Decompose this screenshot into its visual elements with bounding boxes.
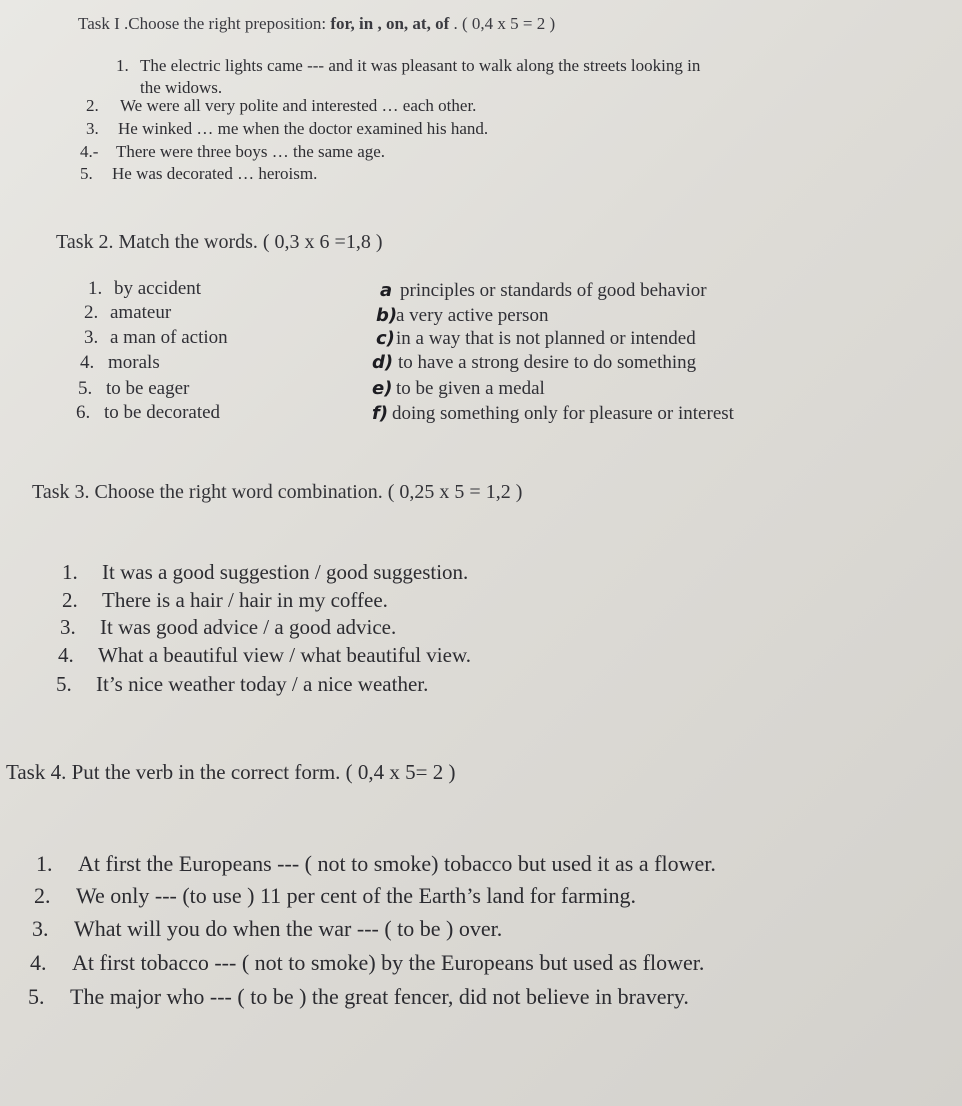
item-number: 4.- [80, 142, 99, 161]
task2-right-b [376, 305, 548, 327]
task3-item-5 [56, 672, 428, 697]
item-text: There is a hair / hair in my coffee. [102, 588, 388, 612]
task1-item-4 [80, 142, 385, 162]
handwritten-letter-mark: a [380, 280, 393, 301]
item-number: 1. [116, 56, 129, 75]
item-text: We only --- (to use ) 11 per cent of the Earth’s land for farming. [76, 883, 637, 908]
item-text: in a way that is not planned or intended [396, 328, 696, 349]
handwritten-letter-mark: d) [372, 352, 394, 373]
item-text: a very active person [396, 305, 549, 326]
item-number: 3. [32, 916, 49, 941]
task4-title: Task 4. Put the verb in the correct form. ( 0,4 x 5= 2 ) [6, 760, 456, 784]
task1-item-5 [80, 164, 317, 184]
item-text: to be decorated [104, 402, 221, 423]
item-text: principles or standards of good behavior [400, 280, 707, 301]
task3-item-4 [58, 643, 471, 668]
task1-title-prepositions: for, in , on, at, of [330, 14, 450, 33]
task3-item-2 [62, 588, 388, 613]
item-number: 2. [86, 96, 99, 115]
task4-item-1 [36, 851, 716, 877]
item-number: 2. [84, 302, 99, 323]
handwritten-letter-mark: b) [376, 305, 398, 326]
item-number: 1. [36, 851, 53, 876]
item-text: to be given a medal [396, 378, 545, 399]
handwritten-letter-mark: c) [376, 328, 395, 349]
item-text: We were all very polite and interested … each other. [120, 96, 477, 115]
task4-item-5 [28, 984, 689, 1010]
item-text: It was good advice / a good advice. [100, 615, 397, 639]
item-text: What a beautiful view / what beautiful view. [98, 643, 472, 667]
item-text: morals [108, 352, 160, 373]
item-text: by accident [114, 278, 202, 299]
handwritten-letter-mark: f) [372, 403, 389, 424]
item-number: 5. [56, 672, 72, 696]
item-number: 5. [28, 984, 45, 1009]
task2-title: Task 2. Match the words. ( 0,3 x 6 =1,8 ) [56, 231, 383, 253]
task2-left-6 [76, 402, 220, 424]
item-number: 3. [60, 615, 76, 639]
item-text: At first the Europeans --- ( not to smoke) tobacco but used it as a flower. [78, 851, 716, 876]
task2-right-d [372, 352, 696, 374]
item-text: It was a good suggestion / good suggestion. [102, 560, 469, 584]
task2-right-c [376, 328, 696, 350]
item-number: 3. [86, 119, 99, 138]
item-text: He winked … me when the doctor examined his hand. [118, 119, 489, 138]
task4-item-3 [32, 916, 502, 942]
item-text: to be eager [106, 378, 190, 399]
item-number: 4. [30, 950, 47, 975]
item-text: What will you do when the war --- ( to be ) over. [74, 916, 503, 941]
task1-item-3 [86, 119, 488, 139]
task2-left-3 [84, 327, 228, 349]
task1-item-1 [116, 56, 700, 76]
task2-left-2 [84, 302, 171, 324]
task3-item-3 [60, 615, 396, 640]
item-number: 1. [62, 560, 78, 584]
task2-left-5 [78, 378, 189, 400]
task2-right-a [380, 280, 707, 302]
item-text: There were three boys … the same age. [116, 142, 386, 161]
item-text: It’s nice weather today / a nice weather. [96, 672, 429, 696]
item-text: The electric lights came --- and it was pleasant to walk along the streets looking in [140, 56, 701, 75]
task1-item-1-continuation: the widows. [140, 78, 223, 97]
task3-item-1 [62, 560, 468, 585]
task2-left-1 [88, 278, 201, 300]
task1-item-2 [86, 96, 476, 116]
item-number: 4. [58, 643, 74, 667]
item-text: At first tobacco --- ( not to smoke) by the Europeans but used as flower. [72, 950, 705, 975]
item-text: doing something only for pleasure or interest [392, 403, 734, 424]
task1-title [78, 14, 555, 34]
item-number: 1. [88, 278, 103, 299]
item-text: The major who --- ( to be ) the great fencer, did not believe in bravery. [70, 984, 689, 1009]
item-number: 5. [80, 164, 93, 183]
item-text: a man of action [110, 327, 228, 348]
task1-title-score: . ( 0,4 x 5 = 2 ) [449, 14, 556, 33]
item-number: 2. [34, 883, 51, 908]
task2-right-e [372, 378, 545, 400]
item-number: 5. [78, 378, 93, 399]
item-number: 3. [84, 327, 99, 348]
handwritten-letter-mark: e) [372, 378, 393, 399]
item-number: 2. [62, 588, 78, 612]
item-text: amateur [110, 302, 172, 323]
task1-title-prefix: Task I .Choose the right preposition: [78, 14, 331, 33]
item-number: 6. [76, 402, 91, 423]
item-text: He was decorated … heroism. [112, 164, 318, 183]
task2-right-f [372, 403, 734, 425]
task4-item-4 [30, 950, 704, 976]
task3-title: Task 3. Choose the right word combination. ( 0,25 x 5 = 1,2 ) [32, 481, 523, 503]
task4-item-2 [34, 883, 636, 909]
item-number: 4. [80, 352, 95, 373]
item-text: to have a strong desire to do something [398, 352, 697, 373]
task2-left-4 [80, 352, 160, 374]
